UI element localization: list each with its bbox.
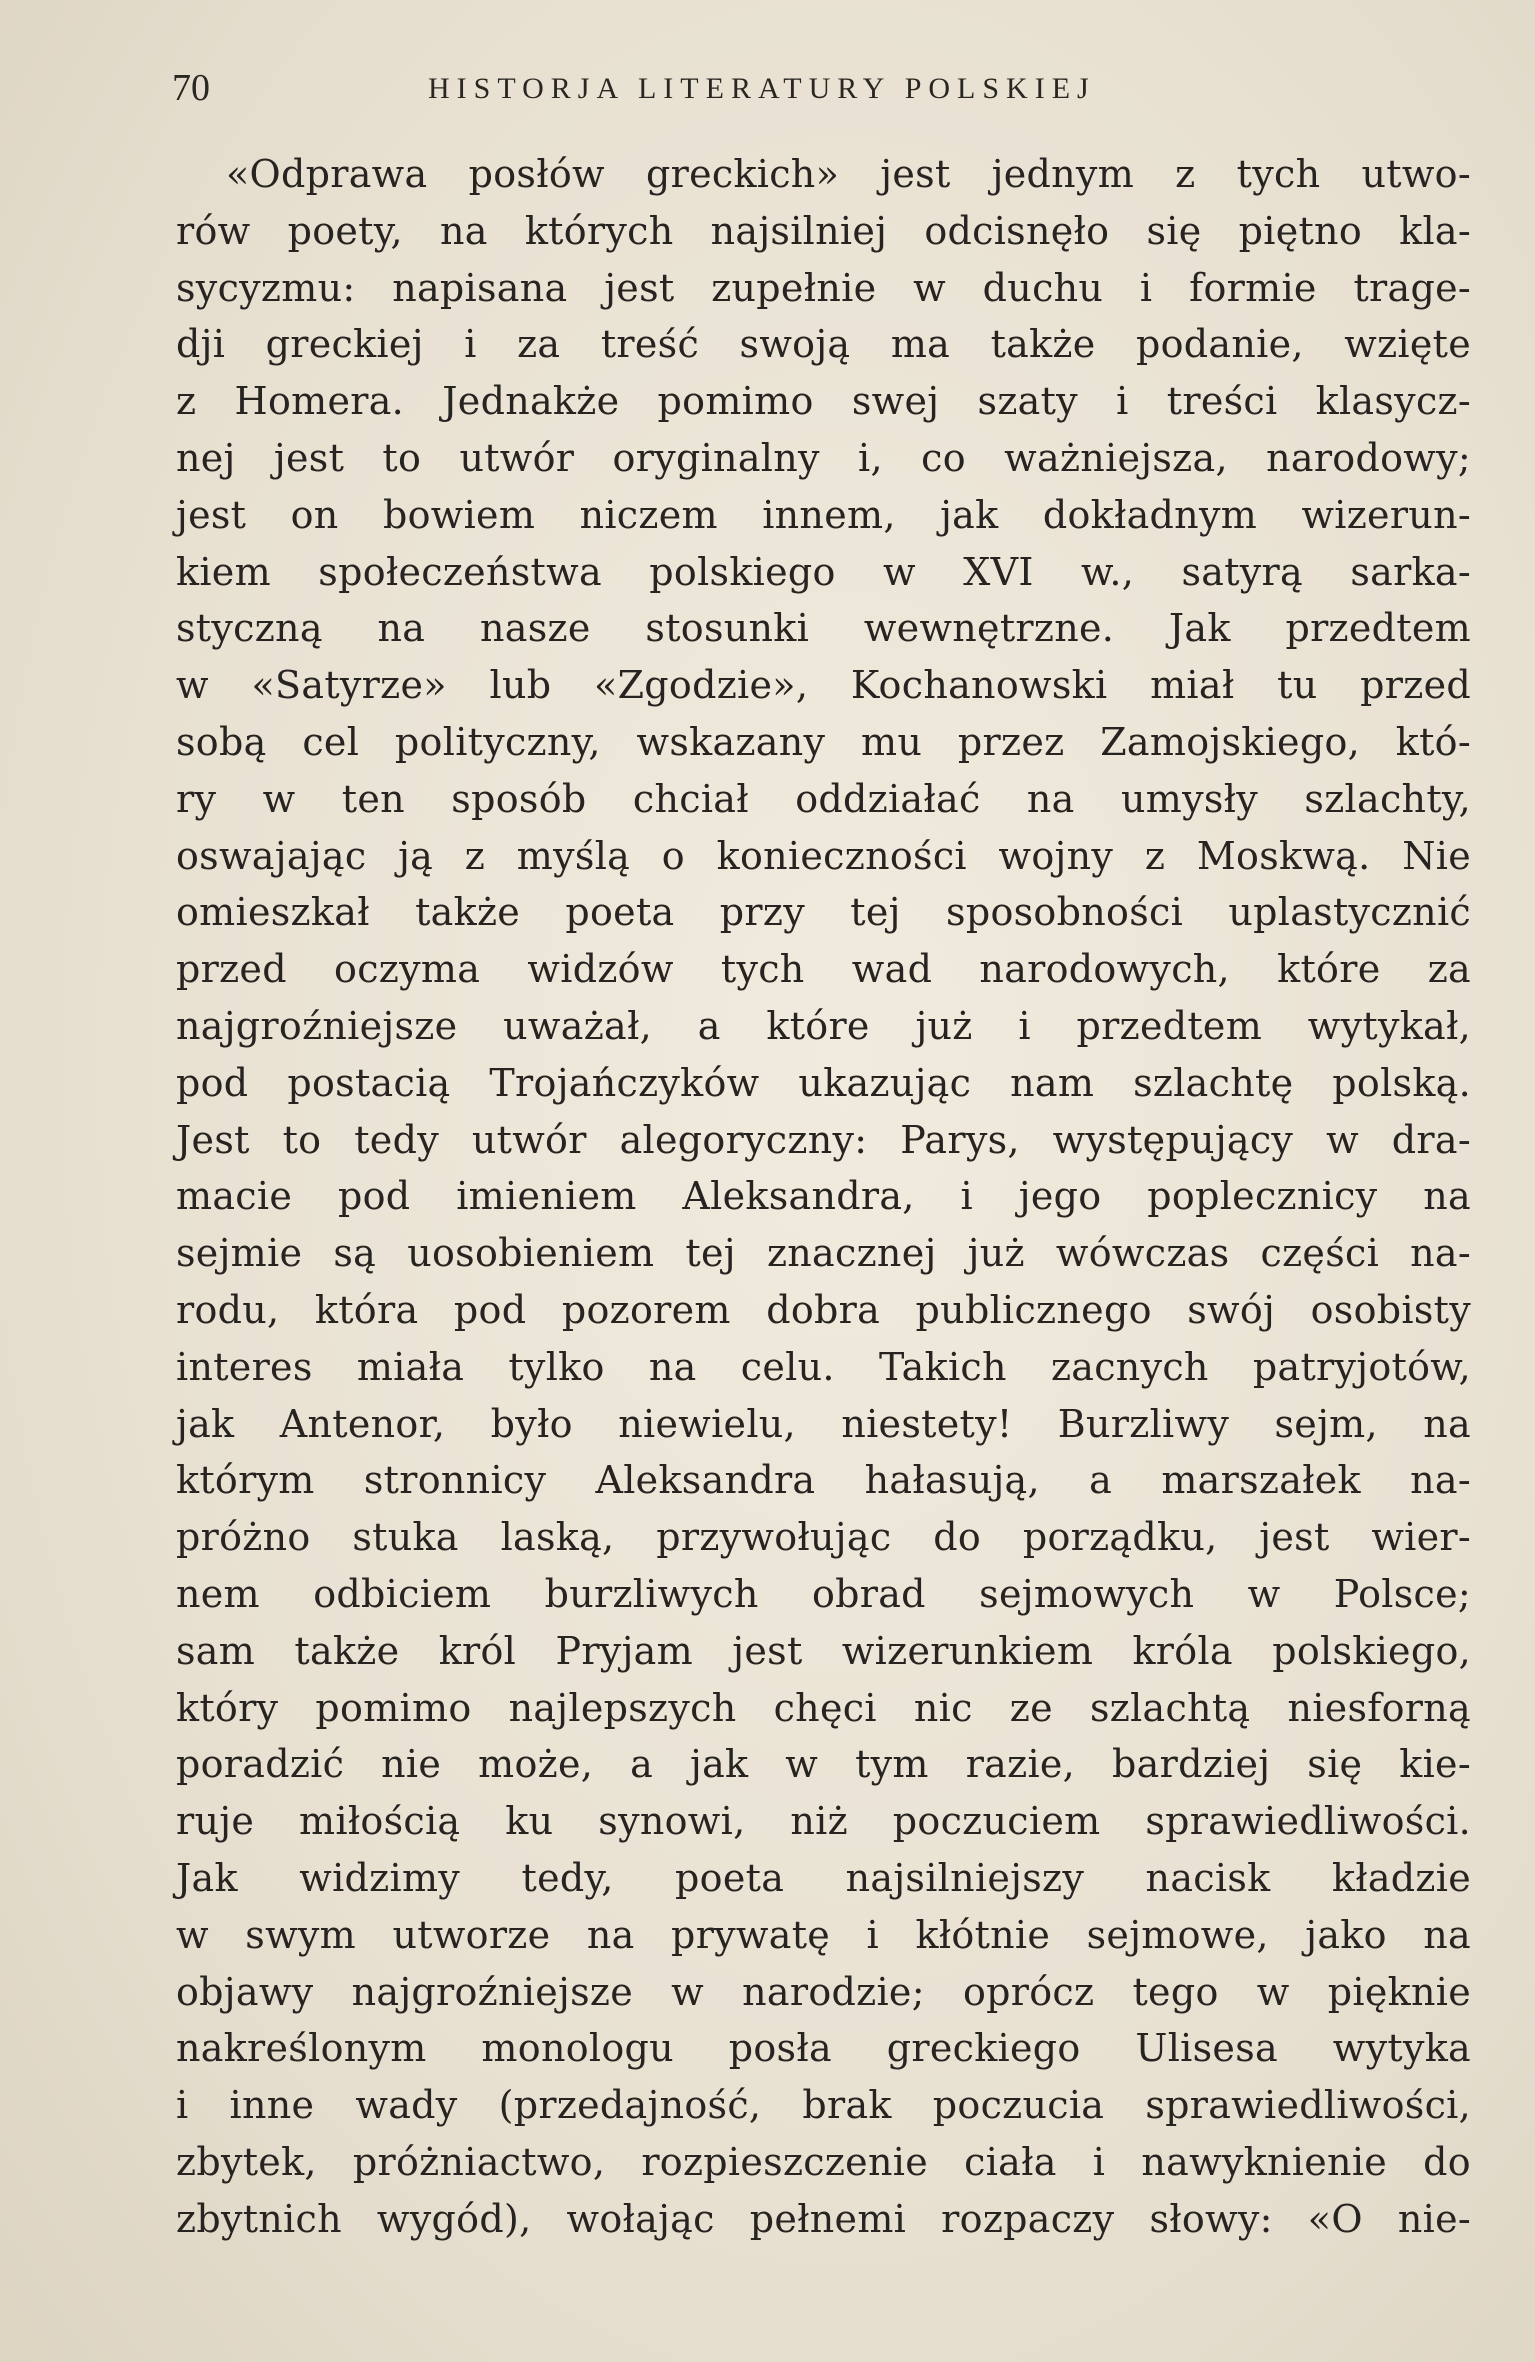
text-line: objawy najgroźniejsze w narodzie; oprócz tego w pięknie [176,1969,1471,2014]
text-line: zbytek, próżniactwo, rozpieszczenie ciała i nawyknienie do [176,2139,1471,2184]
text-line: interes miała tylko na celu. Takich zacnych patryjotów, [176,1344,1471,1389]
text-line: rodu, która pod pozorem dobra publicznego swój osobisty [176,1287,1471,1332]
text-line: «Odprawa posłów greckich» jest jednym z tych utwo- [226,152,1471,196]
text-line: ry w ten sposób chciał oddziałać na umysły szlachty, [176,776,1471,821]
text-line: którym stronnicy Aleksandra hałasują, a marszałek na- [176,1458,1471,1503]
text-line: z Homera. Jednakże pomimo swej szaty i treści klasycz- [176,379,1471,424]
text-line: nakreślonym monologu posła greckiego Ulisesa wytyka [176,2026,1471,2071]
text-line: sejmie są uosobieniem tej znacznej już wówczas części na- [176,1231,1471,1276]
text-line: jak Antenor, było niewielu, niestety! Burzliwy sejm, na [176,1401,1471,1446]
text-line: sam także król Pryjam jest wizerunkiem króla polskiego, [176,1628,1471,1673]
text-line: dji greckiej i za treść swoją ma także podanie, wzięte [176,322,1471,367]
text-line: najgroźniejsze uważał, a które już i przedtem wytykał, [176,1003,1471,1048]
body-text [176,146,1471,2247]
text-line: oswajając ją z myślą o konieczności wojny z Moskwą. Nie [176,833,1471,878]
text-line: poradzić nie może, a jak w tym razie, bardziej się kie- [176,1742,1471,1787]
text-line: nej jest to utwór oryginalny i, co ważniejsza, narodowy; [176,435,1471,480]
text-line: i inne wady (przedajność, brak poczucia sprawiedliwości, [176,2083,1471,2128]
page-header [172,66,1252,126]
page-number: 70 [172,67,210,109]
text-line: jest on bowiem niczem innem, jak dokładnym wizerun- [176,492,1471,537]
running-head: HISTORJA LITERATURY POLSKIEJ [428,72,1096,105]
text-line: omieszkał także poeta przy tej sposobności uplastycznić [176,890,1471,935]
text-line: przed oczyma widzów tych wad narodowych, które za [176,947,1471,992]
text-line: styczną na nasze stosunki wewnętrzne. Jak przedtem [176,606,1471,651]
text-line: kiem społeczeństwa polskiego w XVI w., satyrą sarka- [176,549,1471,594]
text-line: w swym utworze na prywatę i kłótnie sejmowe, jako na [176,1912,1471,1957]
text-line: nem odbiciem burzliwych obrad sejmowych w Polsce; [176,1571,1471,1616]
text-line: próżno stuka laską, przywołując do porządku, jest wier- [176,1515,1471,1560]
text-line: sobą cel polityczny, wskazany mu przez Zamojskiego, któ- [176,719,1471,764]
text-line: Jak widzimy tedy, poeta najsilniejszy nacisk kładzie [176,1855,1471,1900]
text-line: ruje miłością ku synowi, niż poczuciem sprawiedliwości. [176,1799,1471,1844]
text-line: w «Satyrze» lub «Zgodzie», Kochanowski miał tu przed [176,663,1471,708]
text-line: macie pod imieniem Aleksandra, i jego poplecznicy na [176,1174,1471,1219]
text-line: pod postacią Trojańczyków ukazując nam szlachtę polską. [176,1060,1471,1105]
text-line: Jest to tedy utwór alegoryczny: Parys, występujący w dra- [176,1117,1471,1162]
text-line: rów poety, na których najsilniej odcisnęło się piętno kla- [176,208,1471,253]
text-line: sycyzmu: napisana jest zupełnie w duchu i formie trage- [176,265,1471,310]
text-line: który pomimo najlepszych chęci nic ze szlachtą niesforną [176,1685,1471,1730]
text-line: zbytnich wygód), wołając pełnemi rozpaczy słowy: «O nie- [176,2196,1471,2241]
